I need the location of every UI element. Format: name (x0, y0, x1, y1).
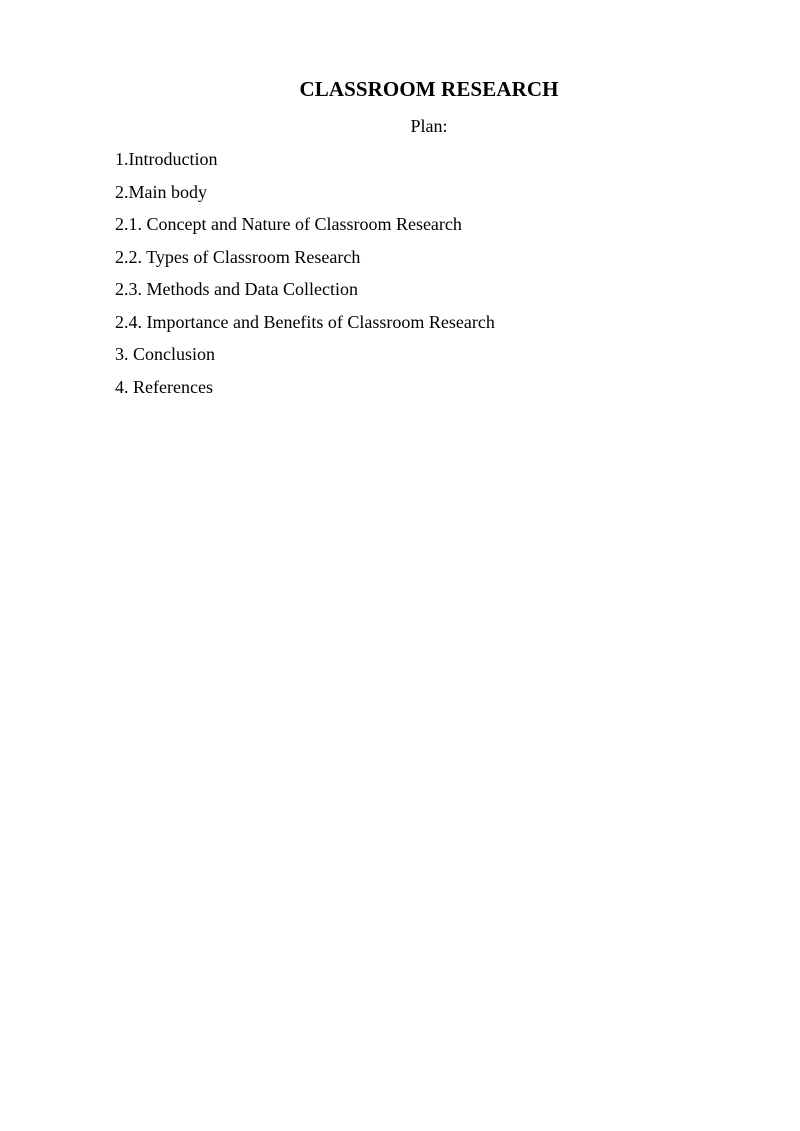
plan-item-concept-and-nature: 2.1. Concept and Nature of Classroom Research (115, 214, 462, 234)
plan-heading: Plan: (410, 116, 448, 136)
plan-item-types: 2.2. Types of Classroom Research (115, 246, 361, 267)
plan-item-methods: 2.3. Methods and Data Collection (115, 279, 358, 299)
plan-item-main-body: 2.Main body (115, 181, 207, 202)
plan-item-introduction: 1.Introduction (115, 149, 218, 169)
plan-item-importance: 2.4. Importance and Benefits of Classroom Research (115, 311, 495, 332)
plan-list (115, 148, 495, 408)
plan-item-conclusion: 3. Conclusion (115, 344, 216, 364)
document-title: CLASSROOM RESEARCH (299, 77, 559, 101)
plan-item-references: 4. References (115, 376, 213, 397)
